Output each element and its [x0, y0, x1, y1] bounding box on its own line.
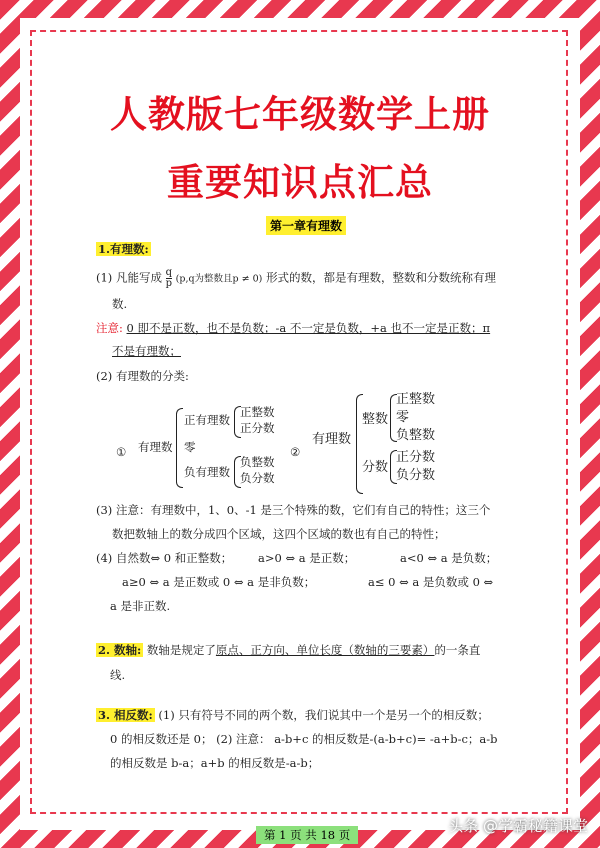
section-1-paragraph-4-a3: a<0 ⇔ a 是负数； — [400, 551, 498, 565]
diagram-1-zero: 零 — [184, 440, 196, 454]
section-1-paragraph-3: (3) 注意：有理数中，1、0、-1 是三个特殊的数，它们有自己的特性；这三个 — [96, 503, 491, 517]
diagram-2-positive-integer: 正整数 — [396, 392, 436, 407]
diagram-1-number: ① — [116, 445, 127, 459]
title-line-1: 人教版七年级数学上册 — [110, 93, 490, 136]
diagram-2-number: ② — [290, 445, 301, 459]
brace-2 — [356, 394, 363, 494]
section-1-paragraph-1-cont: 数. — [112, 297, 128, 311]
diagram-1-positive-integer: 正整数 — [240, 405, 275, 419]
diagram-1-negative-integer: 负整数 — [240, 455, 275, 469]
diagram-1-positive-fraction: 正分数 — [240, 421, 275, 435]
section-2-line-1: 2. 数轴: 数轴是规定了原点、正方向、单位长度（数轴的三要素）的一条直 — [98, 643, 481, 657]
watermark: 头条 @学霸秘籍课堂 — [448, 817, 588, 835]
section-3-line-1: 3. 相反数: (1) 只有符号不同的两个数，我们说其中一个是另一个的相反数； — [98, 708, 489, 722]
section-2-heading: 2. 数轴: — [98, 643, 142, 657]
section-1-heading: 1.有理数: — [98, 242, 149, 256]
section-1-paragraph-4-a1: (4) 自然数⇔ 0 和正整数； — [96, 551, 233, 565]
diagram-2-negative-integer: 负整数 — [396, 428, 436, 443]
section-3-heading: 3. 相反数: — [98, 708, 153, 722]
page-footer: 第 1 页 共 18 页 — [256, 826, 358, 844]
section-3-line-2: 0 的相反数还是 0； (2) 注意： a-b+c 的相反数是-(a-b+c)= -a+b-c；a-b — [110, 732, 498, 746]
section-1-paragraph-4-b1: a≥0 ⇔ a 是正数或 0 ⇔ a 是非负数； — [122, 575, 316, 589]
section-2-line-2: 线. — [110, 668, 126, 682]
diagram-2-fraction: 分数 — [362, 460, 389, 475]
title-line-2: 重要知识点汇总 — [167, 161, 433, 204]
diagram-2-negative-fraction: 负分数 — [396, 468, 436, 483]
note-line: 注意: 0 即不是正数，也不是负数；-a 不一定是负数，+a 也不一定是正数；π — [96, 321, 491, 335]
diagram-2-zero: 零 — [396, 410, 410, 425]
section-1-paragraph-4-c: a 是非正数. — [110, 599, 171, 613]
section-3-line-3: 的相反数是 b-a；a+b 的相反数是-a-b； — [110, 756, 320, 770]
classification-heading: (2) 有理数的分类: — [96, 369, 189, 383]
note-line-cont: 不是有理数； — [112, 344, 181, 358]
diagram-2-root: 有理数 — [312, 432, 352, 447]
section-1-paragraph-4-a2: a>0 ⇔ a 是正数； — [258, 551, 356, 565]
diagram-1-root: 有理数 — [138, 440, 173, 454]
section-1-paragraph-3-cont: 数把数轴上的数分成四个区域，这四个区域的数也有自己的特性； — [112, 527, 446, 541]
diagram-1-negative-fraction: 负分数 — [240, 471, 275, 485]
brace-1 — [176, 408, 183, 488]
fraction-q-over-p: $\frac{q}{p}$ — [165, 267, 173, 289]
dashed-border — [30, 30, 568, 814]
diagram-1-positive: 正有理数 — [184, 413, 230, 427]
diagram-1-negative: 负有理数 — [184, 465, 230, 479]
diagram-2-positive-fraction: 正分数 — [396, 450, 436, 465]
section-1-paragraph-4-b2: a≤ 0 ⇔ a 是负数或 0 ⇔ — [368, 575, 494, 589]
chapter-heading: 第一章有理数 — [266, 216, 346, 235]
section-1-paragraph-1: (1) 凡能写成 $\frac{q}{p}$ (p,q为整数且p ≠ 0) 形式的数，都是有理数，整数和分数统称有理 — [96, 267, 497, 289]
diagram-2-integer: 整数 — [362, 412, 389, 427]
